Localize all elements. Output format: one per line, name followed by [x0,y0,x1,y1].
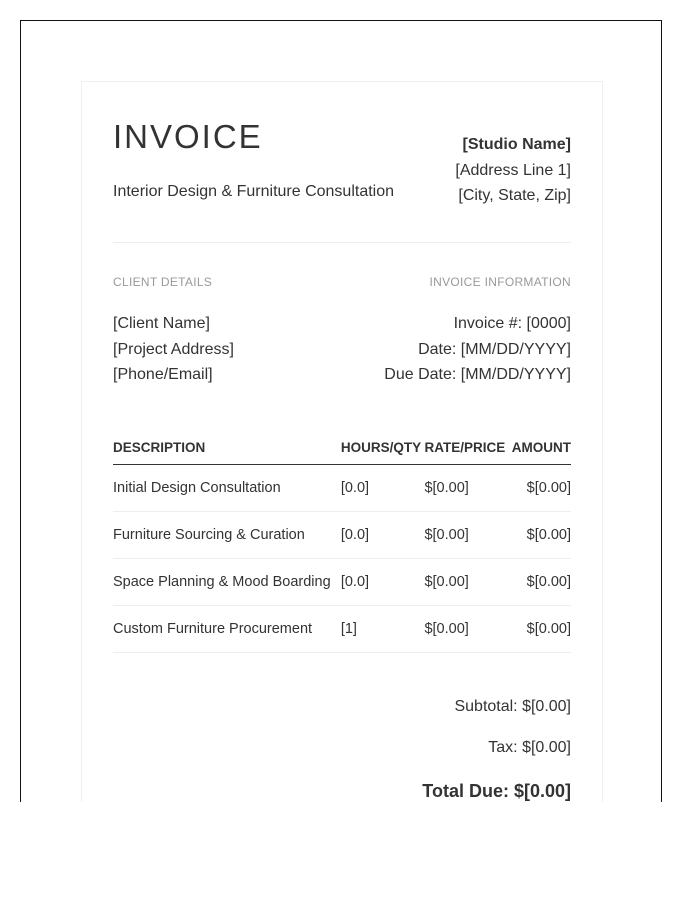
header-rate-price: RATE/PRICE [424,440,511,465]
table-header-row [113,440,571,465]
header-hours-qty: HOURS/QTY [341,440,425,465]
invoice-information-label: INVOICE INFORMATION [429,275,571,289]
row-description: Custom Furniture Procurement [113,606,341,653]
row-qty: [0.0] [341,465,425,512]
invoice-date: Date: [MM/DD/YYYY] [418,340,571,358]
header-amount: AMOUNT [512,440,571,465]
row-amount: $[0.00] [512,512,571,559]
header-description: DESCRIPTION [113,440,341,465]
total-due: Total Due: $[0.00] [422,781,571,801]
header-divider [113,242,571,243]
row-amount: $[0.00] [512,559,571,606]
invoice-number: Invoice #: [0000] [453,315,571,332]
studio-block [455,132,571,209]
document-viewport [20,20,662,802]
invoice-card [81,81,603,802]
invoice-title: INVOICE [113,118,263,155]
table-row [113,606,571,653]
row-rate: $[0.00] [424,559,511,606]
row-description: Initial Design Consultation [113,465,341,512]
client-details [113,311,234,388]
row-qty: [0.0] [341,512,425,559]
table-row [113,512,571,559]
tax: Tax: $[0.00] [488,739,571,756]
table-row [113,465,571,512]
studio-address-line-1: [Address Line 1] [455,161,571,179]
row-rate: $[0.00] [424,465,511,512]
row-description: Space Planning & Mood Boarding [113,559,341,606]
invoice-information [384,311,571,388]
table-row [113,559,571,606]
invoice-subtitle: Interior Design & Furniture Consultation [113,183,395,200]
client-project-address: [Project Address] [113,340,234,358]
client-details-label: CLIENT DETAILS [113,275,213,289]
invoice-due-date: Due Date: [MM/DD/YYYY] [384,366,571,383]
line-items-table [113,440,571,653]
row-amount: $[0.00] [512,606,571,653]
row-rate: $[0.00] [424,512,511,559]
client-contact: [Phone/Email] [113,366,213,383]
row-qty: [0.0] [341,559,425,606]
row-description: Furniture Sourcing & Curation [113,512,341,559]
studio-city-state-zip: [City, State, Zip] [458,187,571,204]
client-name: [Client Name] [113,315,210,332]
subtotal: Subtotal: $[0.00] [454,698,571,715]
studio-name: [Studio Name] [462,136,571,153]
row-rate: $[0.00] [424,606,511,653]
row-amount: $[0.00] [512,465,571,512]
row-qty: [1] [341,606,425,653]
